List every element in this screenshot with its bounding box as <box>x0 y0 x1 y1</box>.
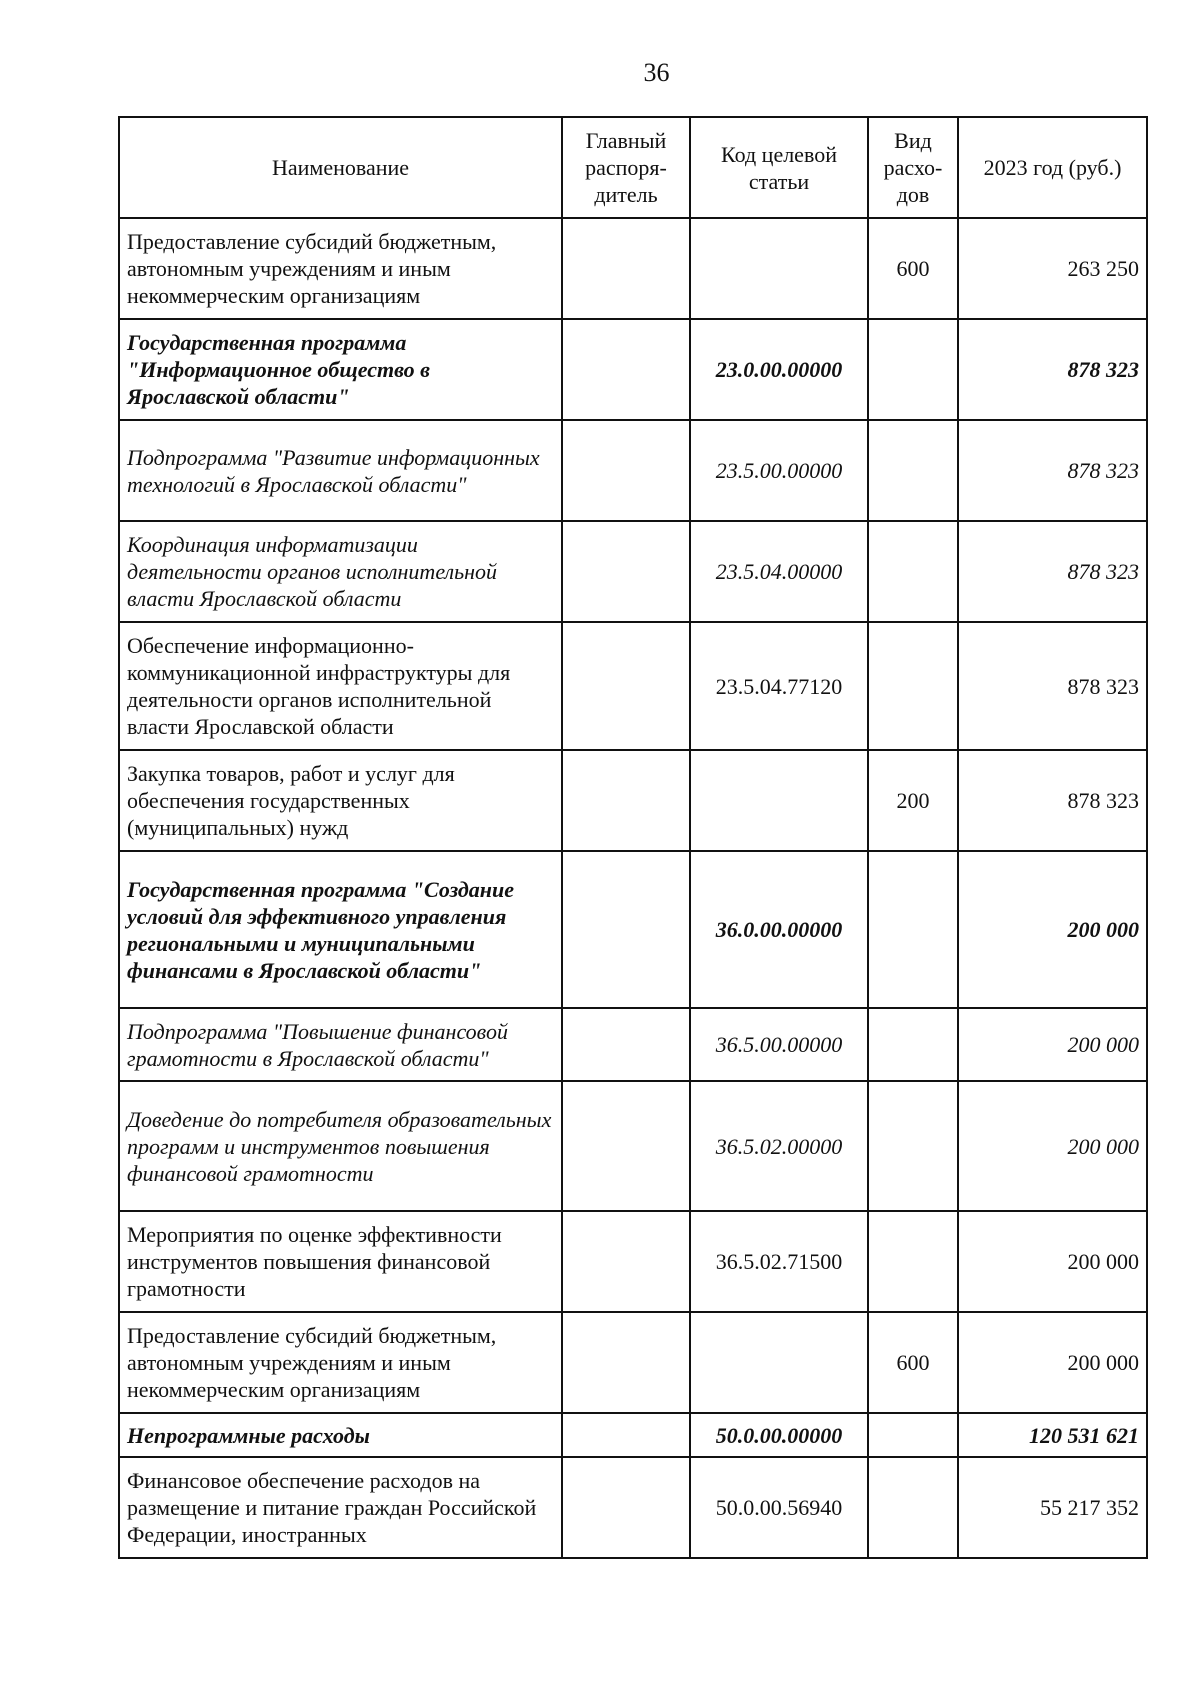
header-amount-2023: 2023 год (руб.) <box>958 117 1147 218</box>
row-name: Доведение до потребителя образовательных программ и инструментов повышения финансовой грамотности <box>119 1081 562 1211</box>
row-target-code: 50.0.00.56940 <box>690 1457 868 1558</box>
row-target-code: 23.0.00.00000 <box>690 319 868 420</box>
table-row <box>119 319 1147 420</box>
page-number: 36 <box>643 58 670 87</box>
row-target-code: 36.0.00.00000 <box>690 851 868 1008</box>
row-expense-kind <box>868 1457 958 1558</box>
row-amount: 55 217 352 <box>958 1457 1147 1558</box>
row-target-code: 23.5.00.00000 <box>690 420 868 521</box>
row-amount: 878 323 <box>958 521 1147 622</box>
row-target-code: 36.5.02.71500 <box>690 1211 868 1312</box>
row-amount: 878 323 <box>958 420 1147 521</box>
row-amount: 878 323 <box>958 622 1147 750</box>
row-name: Предоставление субсидий бюджетным, автономным учреждениям и иным некоммерческим организациям <box>119 218 562 319</box>
row-main-manager <box>562 521 690 622</box>
row-main-manager <box>562 1413 690 1457</box>
row-name: Закупка товаров, работ и услуг для обеспечения государственных (муниципальных) нужд <box>119 750 562 851</box>
row-name: Мероприятия по оценке эффективности инструментов повышения финансовой грамотности <box>119 1211 562 1312</box>
row-expense-kind <box>868 420 958 521</box>
row-name: Предоставление субсидий бюджетным, автономным учреждениям и иным некоммерческим организациям <box>119 1312 562 1413</box>
table-row <box>119 1457 1147 1558</box>
row-main-manager <box>562 1457 690 1558</box>
header-target-code: Код целевой статьи <box>690 117 868 218</box>
table-row <box>119 420 1147 521</box>
header-name: Наименование <box>119 117 562 218</box>
row-target-code <box>690 1312 868 1413</box>
row-name: Обеспечение информационно-коммуникационной инфраструктуры для деятельности органов исполнительной власти Ярославской области <box>119 622 562 750</box>
table-header-row <box>119 117 1147 218</box>
row-name: Подпрограмма "Повышение финансовой грамотности в Ярославской области" <box>119 1008 562 1081</box>
row-main-manager <box>562 1211 690 1312</box>
table-row <box>119 521 1147 622</box>
table-row <box>119 218 1147 319</box>
row-amount: 200 000 <box>958 851 1147 1008</box>
row-name: Координация информатизации деятельности органов исполнительной власти Ярославской области <box>119 521 562 622</box>
row-expense-kind <box>868 521 958 622</box>
row-amount: 200 000 <box>958 1211 1147 1312</box>
row-amount: 200 000 <box>958 1081 1147 1211</box>
table-row <box>119 622 1147 750</box>
row-main-manager <box>562 1312 690 1413</box>
row-main-manager <box>562 750 690 851</box>
row-name: Государственная программа "Создание условий для эффективного управления региональными и муниципальными финансами в Ярославской области" <box>119 851 562 1008</box>
row-expense-kind <box>868 1008 958 1081</box>
row-expense-kind <box>868 851 958 1008</box>
row-expense-kind: 600 <box>868 218 958 319</box>
row-target-code: 23.5.04.00000 <box>690 521 868 622</box>
table-row <box>119 851 1147 1008</box>
row-target-code: 36.5.00.00000 <box>690 1008 868 1081</box>
row-amount: 200 000 <box>958 1008 1147 1081</box>
table-row <box>119 1081 1147 1211</box>
table-row <box>119 1312 1147 1413</box>
row-main-manager <box>562 851 690 1008</box>
header-expense-kind: Вид расхо-дов <box>868 117 958 218</box>
row-target-code <box>690 218 868 319</box>
row-name: Непрограммные расходы <box>119 1413 562 1457</box>
row-expense-kind: 600 <box>868 1312 958 1413</box>
row-name: Государственная программа "Информационное общество в Ярославской области" <box>119 319 562 420</box>
row-expense-kind <box>868 1211 958 1312</box>
header-main-manager: Главный распоря-дитель <box>562 117 690 218</box>
row-main-manager <box>562 1008 690 1081</box>
row-amount: 878 323 <box>958 750 1147 851</box>
table-row <box>119 750 1147 851</box>
row-expense-kind <box>868 1081 958 1211</box>
row-main-manager <box>562 1081 690 1211</box>
table-row <box>119 1211 1147 1312</box>
row-name: Подпрограмма "Развитие информационных технологий в Ярославской области" <box>119 420 562 521</box>
row-target-code: 50.0.00.00000 <box>690 1413 868 1457</box>
row-target-code: 23.5.04.77120 <box>690 622 868 750</box>
row-main-manager <box>562 319 690 420</box>
row-main-manager <box>562 218 690 319</box>
row-amount: 120 531 621 <box>958 1413 1147 1457</box>
row-target-code <box>690 750 868 851</box>
row-name: Финансовое обеспечение расходов на размещение и питание граждан Российской Федерации, иностранных <box>119 1457 562 1558</box>
row-amount: 200 000 <box>958 1312 1147 1413</box>
row-amount: 878 323 <box>958 319 1147 420</box>
row-main-manager <box>562 622 690 750</box>
row-target-code: 36.5.02.00000 <box>690 1081 868 1211</box>
row-main-manager <box>562 420 690 521</box>
row-expense-kind <box>868 1413 958 1457</box>
budget-table <box>118 116 1148 1559</box>
row-expense-kind <box>868 319 958 420</box>
table-row <box>119 1008 1147 1081</box>
table-row <box>119 1413 1147 1457</box>
row-expense-kind <box>868 622 958 750</box>
row-amount: 263 250 <box>958 218 1147 319</box>
row-expense-kind: 200 <box>868 750 958 851</box>
